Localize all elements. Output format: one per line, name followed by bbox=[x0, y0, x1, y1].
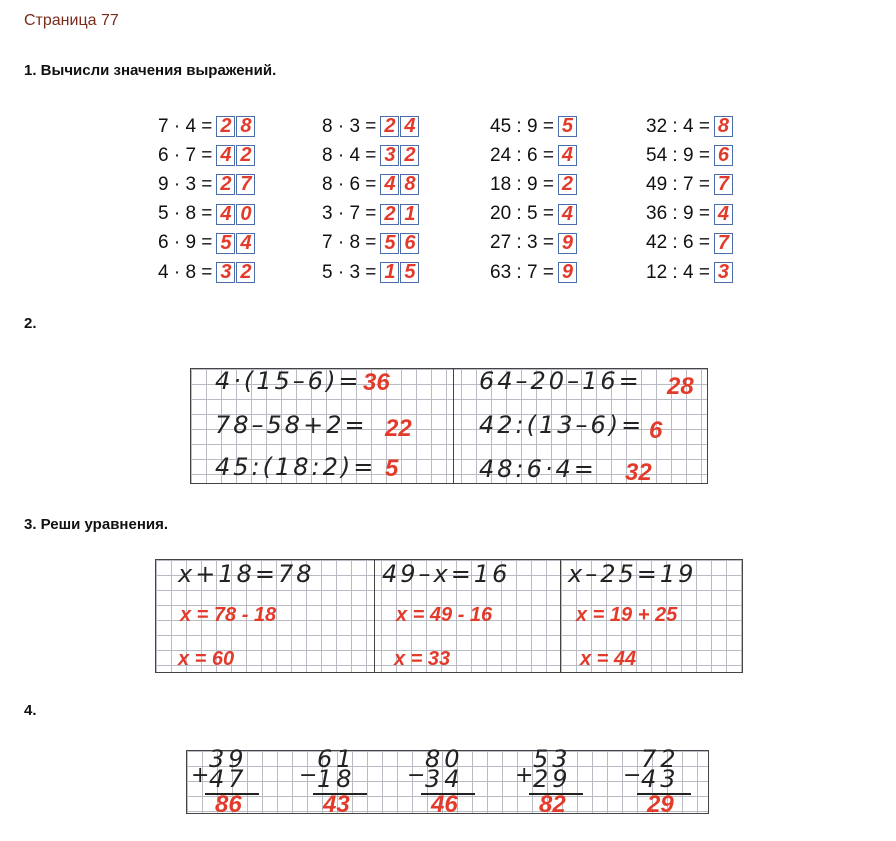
task2-answer: 6 bbox=[649, 417, 663, 444]
expression-row bbox=[158, 200, 256, 229]
answer-digit: 6 bbox=[714, 145, 733, 166]
expression: 49 : 7 = bbox=[646, 173, 710, 195]
second-operand: 29 bbox=[533, 765, 572, 793]
answer-boxes bbox=[714, 174, 734, 195]
expression: 4 · 8 = bbox=[158, 261, 213, 283]
grid-divider bbox=[560, 560, 561, 672]
answer-boxes bbox=[714, 233, 734, 254]
equation: x–25=19 bbox=[568, 560, 697, 588]
task4-title: 4. bbox=[24, 702, 37, 719]
answer-digit: 4 bbox=[216, 204, 235, 225]
expression: 12 : 4 = bbox=[646, 261, 710, 283]
expression: 54 : 9 = bbox=[646, 144, 710, 166]
answer-digit: 4 bbox=[236, 233, 255, 254]
expression: 5 · 8 = bbox=[158, 203, 213, 225]
answer-digit: 7 bbox=[236, 174, 255, 195]
expression-row bbox=[158, 170, 256, 199]
answer-boxes bbox=[558, 116, 578, 137]
operation-sign: − bbox=[299, 763, 318, 788]
expression: 6 · 7 = bbox=[158, 144, 213, 166]
column-result: 29 bbox=[647, 791, 674, 818]
expression-row bbox=[490, 229, 578, 258]
expression: 9 · 3 = bbox=[158, 173, 213, 195]
column-subtraction bbox=[619, 745, 705, 818]
equation: 49–x=16 bbox=[382, 560, 511, 588]
answer-digit: 2 bbox=[236, 262, 255, 283]
answer-digit: 5 bbox=[558, 116, 577, 137]
answer-boxes bbox=[380, 174, 420, 195]
first-operand: 80 bbox=[425, 745, 464, 773]
task2-grid bbox=[190, 368, 708, 484]
answer-digit: 2 bbox=[236, 145, 255, 166]
answer-digit: 5 bbox=[216, 233, 235, 254]
first-operand: 72 bbox=[641, 745, 680, 773]
answer-digit: 3 bbox=[714, 262, 733, 283]
answer-digit: 8 bbox=[714, 116, 733, 137]
answer-boxes bbox=[380, 116, 420, 137]
answer-boxes bbox=[216, 116, 256, 137]
expression-row bbox=[490, 170, 578, 199]
answer-digit: 9 bbox=[558, 233, 577, 254]
answer-boxes bbox=[380, 204, 420, 225]
expression: 8 · 6 = bbox=[322, 173, 377, 195]
answer-boxes bbox=[714, 204, 734, 225]
answer-boxes bbox=[558, 233, 578, 254]
expression-row bbox=[322, 229, 420, 258]
column-result: 46 bbox=[431, 791, 458, 818]
answer-boxes bbox=[216, 262, 256, 283]
task3-title: 3. Реши уравнения. bbox=[24, 516, 169, 533]
column-result: 82 bbox=[539, 791, 566, 818]
column-result: 43 bbox=[323, 791, 350, 818]
answer-boxes bbox=[714, 145, 734, 166]
expression-column bbox=[322, 112, 420, 287]
answer-digit: 9 bbox=[558, 262, 577, 283]
answer-digit: 2 bbox=[400, 145, 419, 166]
expression: 36 : 9 = bbox=[646, 203, 710, 225]
answer-boxes bbox=[216, 145, 256, 166]
expression: 7 · 4 = bbox=[158, 115, 213, 137]
first-operand: 53 bbox=[533, 745, 572, 773]
expression-row bbox=[158, 112, 256, 141]
expression: 3 · 7 = bbox=[322, 203, 377, 225]
answer-digit: 4 bbox=[380, 174, 399, 195]
expression-row bbox=[158, 141, 256, 170]
operation-sign: − bbox=[623, 763, 642, 788]
expression-row bbox=[490, 112, 578, 141]
operation-sign: − bbox=[407, 763, 426, 788]
expression-row bbox=[322, 258, 420, 287]
expression-column bbox=[158, 112, 256, 287]
answer-boxes bbox=[380, 262, 420, 283]
task4-grid bbox=[186, 745, 709, 818]
task2-answer: 28 bbox=[667, 373, 694, 400]
equation-step: x = 49 - 16 bbox=[396, 604, 493, 626]
answer-digit: 2 bbox=[216, 116, 235, 137]
second-operand: 34 bbox=[425, 765, 464, 793]
answer-boxes bbox=[216, 174, 256, 195]
second-operand: 47 bbox=[209, 765, 248, 793]
grid-divider bbox=[374, 560, 375, 672]
answer-digit: 7 bbox=[714, 174, 733, 195]
equation-step: x = 78 - 18 bbox=[180, 604, 277, 626]
answer-digit: 6 bbox=[400, 233, 419, 254]
task2-answer: 22 bbox=[385, 415, 412, 442]
expression-row bbox=[322, 112, 420, 141]
answer-boxes bbox=[558, 204, 578, 225]
answer-digit: 3 bbox=[216, 262, 235, 283]
answer-digit: 2 bbox=[216, 174, 235, 195]
answer-digit: 1 bbox=[400, 204, 419, 225]
task2-answer: 32 bbox=[625, 459, 652, 486]
first-operand: 39 bbox=[209, 745, 248, 773]
answer-digit: 7 bbox=[714, 233, 733, 254]
column-subtraction bbox=[295, 745, 381, 818]
expression: 63 : 7 = bbox=[490, 261, 554, 283]
answer-digit: 4 bbox=[714, 204, 733, 225]
answer-digit: 5 bbox=[400, 262, 419, 283]
expression-row bbox=[646, 200, 734, 229]
expression-row bbox=[646, 112, 734, 141]
answer-boxes bbox=[216, 233, 256, 254]
second-operand: 43 bbox=[641, 765, 680, 793]
expression: 8 · 4 = bbox=[322, 144, 377, 166]
expression-row bbox=[322, 200, 420, 229]
page-title: Страница 77 bbox=[24, 12, 119, 29]
expression-row bbox=[322, 141, 420, 170]
expression: 18 : 9 = bbox=[490, 173, 554, 195]
answer-boxes bbox=[380, 233, 420, 254]
task3-grid bbox=[155, 559, 743, 673]
task2-answer: 5 bbox=[385, 455, 399, 482]
expression-row bbox=[158, 258, 256, 287]
expression-row bbox=[646, 141, 734, 170]
answer-boxes bbox=[714, 116, 734, 137]
expression-row bbox=[322, 170, 420, 199]
expression-row bbox=[158, 229, 256, 258]
column-subtraction bbox=[403, 745, 489, 818]
answer-boxes bbox=[380, 145, 420, 166]
equation-result: x = 33 bbox=[394, 648, 451, 670]
expression-row bbox=[490, 200, 578, 229]
answer-digit: 8 bbox=[236, 116, 255, 137]
answer-digit: 0 bbox=[236, 204, 255, 225]
task2-expression: 4·(15–6)= bbox=[215, 367, 362, 395]
equation-step: x = 19 + 25 bbox=[576, 604, 678, 626]
expression-column bbox=[646, 112, 734, 287]
expression-row bbox=[646, 229, 734, 258]
column-result: 86 bbox=[215, 791, 242, 818]
expression-row bbox=[490, 141, 578, 170]
task2-expression: 42:(13–6)= bbox=[479, 411, 645, 439]
grid-divider bbox=[453, 369, 454, 483]
column-addition bbox=[187, 745, 273, 818]
answer-digit: 4 bbox=[558, 204, 577, 225]
first-operand: 61 bbox=[317, 745, 356, 773]
expression: 27 : 3 = bbox=[490, 232, 554, 254]
answer-digit: 5 bbox=[380, 233, 399, 254]
expression: 8 · 3 = bbox=[322, 115, 377, 137]
column-addition bbox=[511, 745, 597, 818]
answer-digit: 3 bbox=[380, 145, 399, 166]
operation-sign: + bbox=[515, 763, 534, 788]
expression: 45 : 9 = bbox=[490, 115, 554, 137]
answer-digit: 4 bbox=[558, 145, 577, 166]
equation: x+18=78 bbox=[178, 560, 315, 588]
task2-expression: 64–20–16= bbox=[479, 367, 642, 395]
task2-title: 2. bbox=[24, 315, 37, 332]
answer-digit: 4 bbox=[400, 116, 419, 137]
expression: 5 · 3 = bbox=[322, 261, 377, 283]
operation-sign: + bbox=[191, 763, 210, 788]
task2-answer: 36 bbox=[363, 369, 390, 396]
expression-row bbox=[646, 170, 734, 199]
equation-result: x = 44 bbox=[580, 648, 637, 670]
expression: 42 : 6 = bbox=[646, 232, 710, 254]
answer-boxes bbox=[558, 174, 578, 195]
expression: 32 : 4 = bbox=[646, 115, 710, 137]
expression: 6 · 9 = bbox=[158, 232, 213, 254]
answer-boxes bbox=[558, 262, 578, 283]
expression-row bbox=[646, 258, 734, 287]
task2-expression: 45:(18:2)= bbox=[215, 453, 377, 481]
expression-row bbox=[490, 258, 578, 287]
answer-digit: 2 bbox=[558, 174, 577, 195]
expression: 24 : 6 = bbox=[490, 144, 554, 166]
answer-digit: 1 bbox=[380, 262, 399, 283]
answer-digit: 4 bbox=[216, 145, 235, 166]
expression-column bbox=[490, 112, 578, 287]
task2-expression: 48:6·4= bbox=[479, 455, 597, 483]
expression: 7 · 8 = bbox=[322, 232, 377, 254]
equation-result: x = 60 bbox=[178, 648, 235, 670]
answer-digit: 2 bbox=[380, 204, 399, 225]
task2-expression: 78–58+2= bbox=[215, 411, 368, 439]
answer-boxes bbox=[216, 204, 256, 225]
answer-boxes bbox=[714, 262, 734, 283]
answer-boxes bbox=[558, 145, 578, 166]
task1-title: 1. Вычисли значения выражений. bbox=[24, 62, 277, 79]
expression: 20 : 5 = bbox=[490, 203, 554, 225]
answer-digit: 8 bbox=[400, 174, 419, 195]
second-operand: 18 bbox=[317, 765, 356, 793]
answer-digit: 2 bbox=[380, 116, 399, 137]
